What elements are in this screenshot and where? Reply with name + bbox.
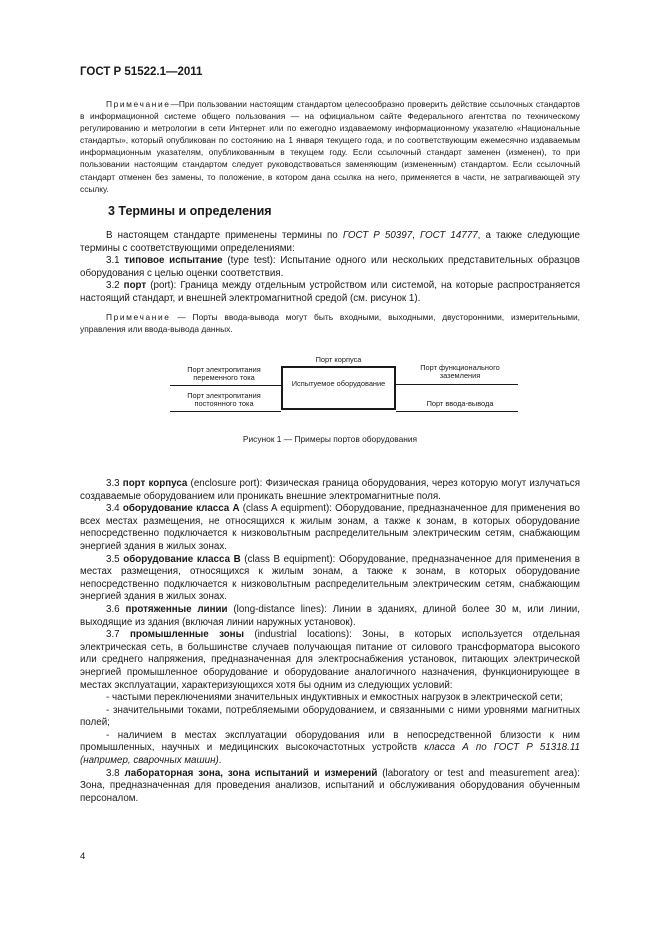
note-text: —При пользовании настоящим стандартом целесообразно проверить действие ссылочных стандартов в информационной системе общего пользования — на официальном сайте Федерального агентства по техническому регулированию и метрологии в сети Интернет или по ежегодно издаваемому информационному указателю «Национальные стандарты», который опубликован по состоянию на 1 января текущего года, и по соответствующим ежемесячно издаваемым информационным указателям, опубликованным в текущем году. Если ссылочный стандарт заменен (изменен), то при пользовании настоящим стандартом следует руководствоваться заменяющим (измененным) стандартом. Если ссылочный стандарт отменен без замены, то положение, в котором дана ссылка на него, применяется в части, не затрагивающей эту ссылку.: [80, 99, 580, 194]
io-port-line: [396, 411, 518, 412]
section-heading: 3 Термины и определения: [108, 204, 272, 218]
dc-port-label: Порт электропитания постоянного тока: [187, 391, 261, 409]
list-item: - частыми переключениями значительных индуктивных и емкостных нагрузок в электрической сети;: [106, 692, 563, 704]
page-number: 4: [80, 851, 86, 862]
ports-note: Примечание — Порты ввода-вывода могут быть входными, выходными, двусторонними, измерительными, управления или ввода-вывода данных.: [80, 311, 580, 334]
term-3-6: 3.6 протяженные линии (long-distance lines): Линии в зданиях, длиной более 30 м, или линии, выходящие из здания (включая линии наружных установок).: [80, 603, 580, 628]
term-3-7: 3.7 промышленные зоны (industrial locations): Зоны, в которых используется отдельная электрическая сеть, в большинстве случаев получающая питание от силового трансформатора высокого или среднего напряжения, предназначенная для электроснабжения установок, питающих электрической энергией промышленное оборудование и оборудование аналогичного назначения, функционирующее в местах эксплуатации, характеризующихся хотя бы одним из следующих условий:: [80, 629, 580, 691]
note-label: Примечание: [106, 99, 171, 109]
ac-port-line: [170, 385, 281, 386]
equipment-label: Испытуемое оборудование: [291, 379, 386, 388]
term-3-3: 3.3 порт корпуса (enclosure port): Физическая граница оборудования, через которую могут излучаться создаваемые оборудованием или проникать внешние электромагнитные поля.: [80, 478, 580, 502]
term-3-4: 3.4 оборудование класса A (class A equipment): Оборудование, предназначенное для применения во всех местах размещения, не относящихся к жилым зонам, а также к зонам, в которых оборудование непосредственно подключается к низковольтным распределительным электрическим сетям, снабжающим энергией здания в жилых зонах.: [80, 503, 580, 552]
term-3-2: 3.2 порт (port): Граница между отдельным устройством или системой, на которые распространяется настоящий стандарт, и внешней электромагнитной средой (см. рисунок 1).: [80, 280, 580, 304]
document-header: ГОСТ Р 51522.1—2011: [80, 66, 203, 78]
reference-note: [80, 98, 580, 195]
figure-ports-diagram: [170, 356, 518, 422]
term-3-5: 3.5 оборудование класса B (class B equipment): Оборудование, предназначенное для применения в местах размещения, относящихся к жилым зонам, а также к зонам, в которых оборудование непосредственно подключается к низковольтным распределительным электрическим сетям, снабжающим энергией здания в жилых зонах.: [80, 553, 580, 603]
ac-port-label: Порт электропитания переменного тока: [187, 365, 261, 383]
ground-port-label: Порт функционального заземления: [420, 363, 500, 381]
dc-port-line: [170, 411, 281, 412]
figure-caption: Рисунок 1 — Примеры портов оборудования: [242, 434, 418, 444]
list-item: - наличием в местах эксплуатации оборудования или в непосредственной близости к ним промышленных, научных и медицинских высокочастотных устройств класса А по ГОСТ Р 51318.11 (например, сварочных машин).: [80, 729, 581, 767]
intro-paragraph: В настоящем стандарте применены термины по ГОСТ Р 50397, ГОСТ 14777, а также следующие термины с соответствующими определениями:: [80, 230, 580, 254]
list-item: - значительными токами, потребляемыми оборудованием, и связанными с ними уровнями магнитных полей;: [80, 704, 580, 729]
term-3-8: 3.8 лабораторная зона, зона испытаний и измерений (laboratory or test and measurement area): Зона, предназначенная для проведения анализов, испытаний и обслуживания оборудования обученным персоналом.: [80, 767, 580, 804]
ground-port-line: [396, 384, 518, 385]
enclosure-port-label: Порт корпуса: [315, 355, 362, 364]
section-body-top: [80, 230, 580, 335]
term-3-1: 3.1 типовое испытание (type test): Испытание одного или нескольких представительных образцов оборудования с целью оценки соответствия.: [80, 255, 580, 279]
io-port-label: Порт ввода-вывода: [426, 399, 494, 408]
section-body-bottom: [80, 478, 580, 805]
